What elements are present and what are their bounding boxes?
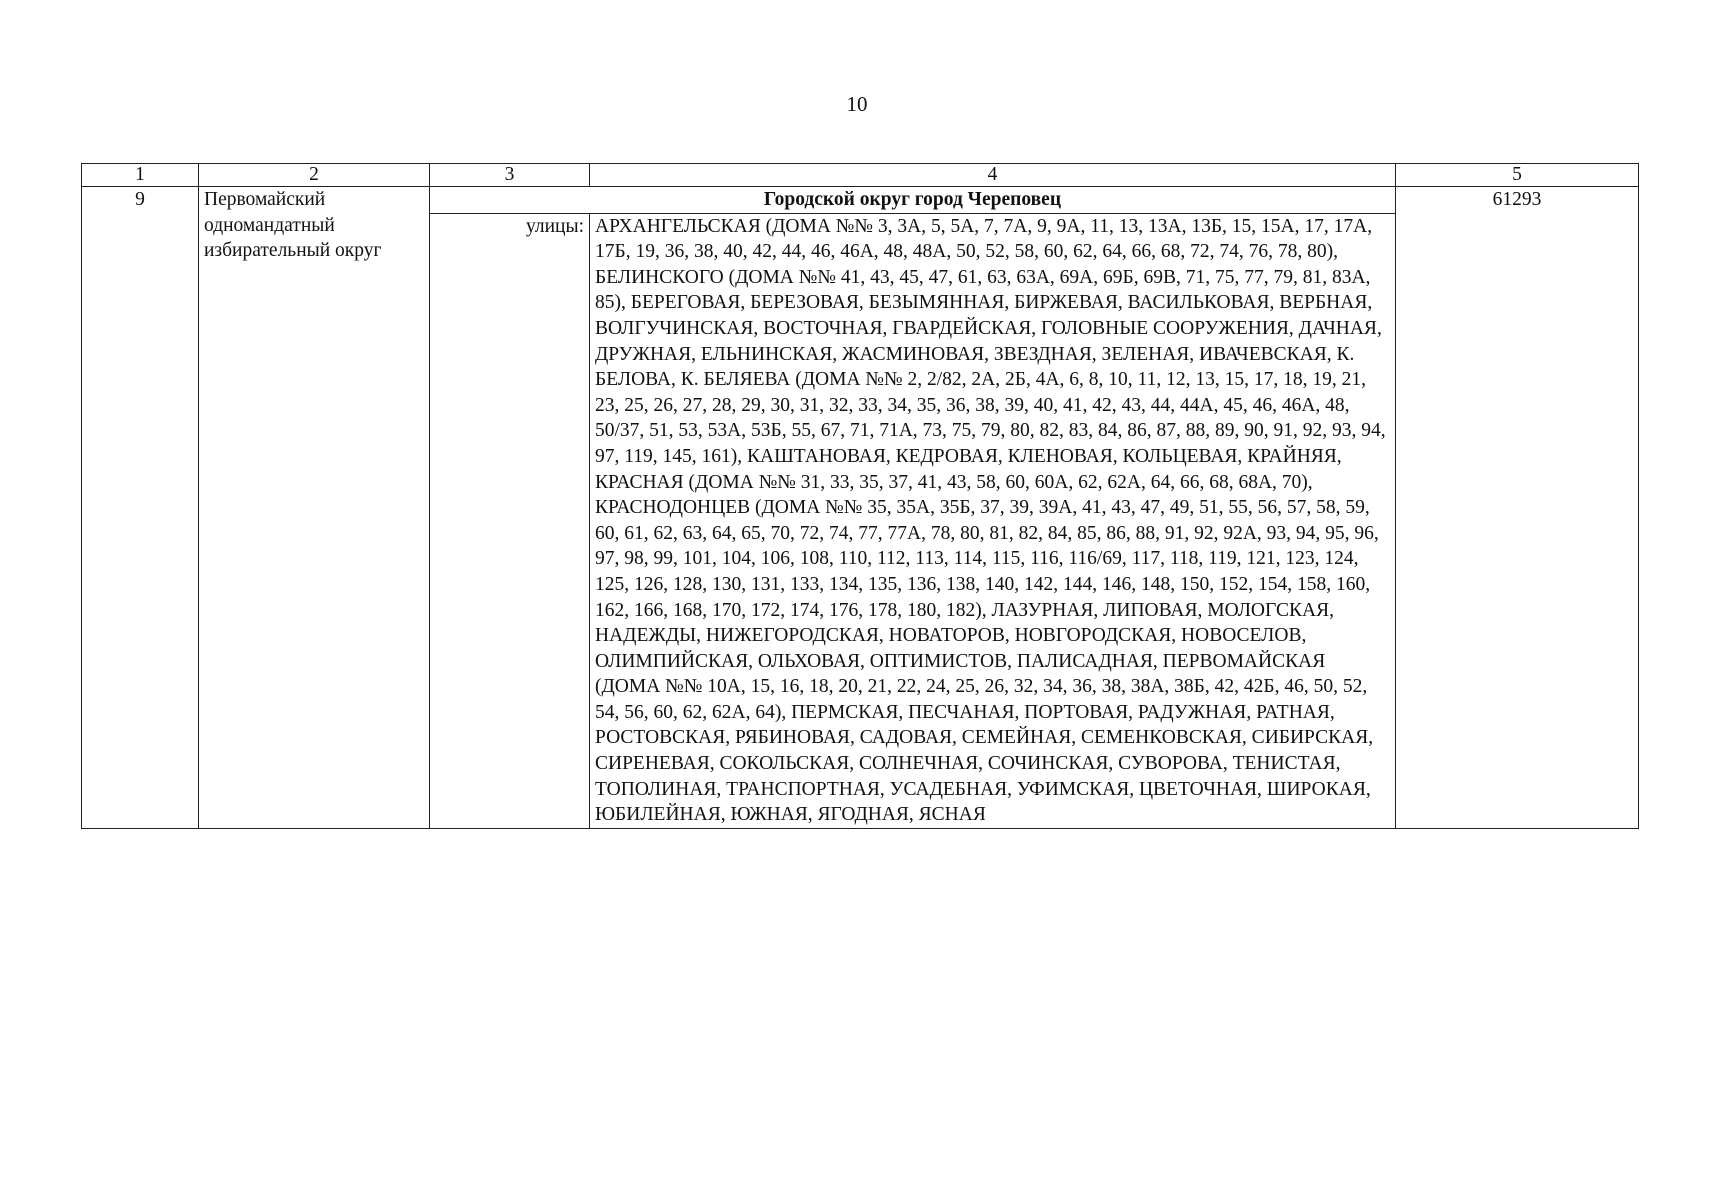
municipality-name: Городской округ город Череповец — [430, 187, 1396, 214]
streets-list: АРХАНГЕЛЬСКАЯ (ДОМА №№ 3, 3А, 5, 5А, 7, 7А, 9, 9А, 11, 13, 13А, 13Б, 15, 15А, 17, 17А, 17Б, 19, 36, 38, 40, 42, 44, 46, 46А, 48, 48А, 50, 52, 58, 60, 62, 64, 66, 68, 72, 74, 76, 78, 80), БЕЛИНСКОГО (ДОМА №№ 41, 43, 45, 47, 61, 63, 63А, 69А, 69Б, 69В, 71, 75, 77, 79, 81, 83А, 85), БЕРЕГОВАЯ, БЕРЕЗОВАЯ, БЕЗЫМЯННАЯ, БИРЖЕВАЯ, ВАСИЛЬКОВАЯ, ВЕРБНАЯ, ВОЛГУЧИНСКАЯ, ВОСТОЧНАЯ, ГВАРДЕЙСКАЯ, ГОЛОВНЫЕ СООРУЖЕНИЯ, ДАЧНАЯ, ДРУЖНАЯ, ЕЛЬНИНСКАЯ, ЖАСМИНОВАЯ, ЗВЕЗДНАЯ, ЗЕЛЕНАЯ, ИВАЧЕВСКАЯ, К. БЕЛОВА, К. БЕЛЯЕВА (ДОМА №№ 2, 2/82, 2А, 2Б, 4А, 6, 8, 10, 11, 12, 13, 15, 17, 18, 19, 21, 23, 25, 26, 27, 28, 29, 30, 31, 32, 33, 34, 35, 36, 38, 39, 40, 41, 42, 43, 44, 44А, 45, 46, 46А, 48, 50/37, 51, 53, 53А, 53Б, 55, 67, 71, 71А, 73, 75, 79, 80, 82, 83, 84, 86, 87, 88, 89, 90, 91, 92, 93, 94, 97, 119, 145, 161), КАШТАНОВАЯ, КЕДРОВАЯ, КЛЕНОВАЯ, КОЛЬЦЕВАЯ, КРАЙНЯЯ, КРАСНАЯ (ДОМА №№ 31, 33, 35, 37, 41, 43, 58, 60, 60А, 62, 62А, 64, 66, 68, 68А, 70), КРАСНОДОНЦЕВ (ДОМА №№ 35, 35А, 35Б, 37, 39, 39А, 41, 43, 47, 49, 51, 55, 56, 57, 58, 59, 60, 61, 62, 63, 64, 65, 70, 72, 74, 77, 77А, 78, 80, 81, 82, 84, 85, 86, 88, 91, 92, 92А, 93, 94, 95, 96, 97, 98, 99, 101, 104, 106, 108, 110, 112, 113, 114, 115, 116, 116/69, 117, 118, 119, 121, 123, 124, 125, 126, 128, 130, 131, 133, 134, 135, 136, 138, 140, 142, 144, 146, 148, 150, 152, 154, 158, 160, 162, 166, 168, 170, 172, 174, 176, 178, 180, 182), ЛАЗУРНАЯ, ЛИПОВАЯ, МОЛОГСКАЯ, НАДЕЖДЫ, НИЖЕГОРОДСКАЯ, НОВАТОРОВ, НОВГОРОДСКАЯ, НОВОСЕЛОВ, ОЛИМПИЙСКАЯ, ОЛЬХОВАЯ, ОПТИМИСТОВ, ПАЛИСАДНАЯ, ПЕРВОМАЙСКАЯ (ДОМА №№ 10А, 15, 16, 18, 20, 21, 22, 24, 25, 26, 32, 34, 36, 38, 38А, 38Б, 42, 42Б, 46, 50, 52, 54, 56, 60, 62, 62А, 64), ПЕРМСКАЯ, ПЕСЧАНАЯ, ПОРТОВАЯ, РАДУЖНАЯ, РАТНАЯ, РОСТОВСКАЯ, РЯБИНОВАЯ, САДОВАЯ, СЕМЕЙНАЯ, СЕМЕНКОВСКАЯ, СИБИРСКАЯ, СИРЕНЕВАЯ, СОКОЛЬСКАЯ, СОЛНЕЧНАЯ, СОЧИНСКАЯ, СУВОРОВА, ТЕНИСТАЯ, ТОПОЛИНАЯ, ТРАНСПОРТНАЯ, УСАДЕБНАЯ, УФИМСКАЯ, ЦВЕТОЧНАЯ, ШИРОКАЯ, ЮБИЛЕЙНАЯ, ЮЖНАЯ, ЯГОДНАЯ, ЯСНАЯ — [590, 213, 1396, 828]
district-table — [81, 163, 1639, 829]
table-row — [82, 187, 1639, 214]
streets-label: улицы: — [430, 213, 590, 828]
voters-count: 61293 — [1396, 187, 1639, 829]
column-header-5: 5 — [1396, 164, 1639, 187]
column-header-2: 2 — [199, 164, 430, 187]
column-header-1: 1 — [82, 164, 199, 187]
table-header-row — [82, 164, 1639, 187]
district-number: 9 — [82, 187, 199, 829]
district-name: Первомайский одномандатный избирательный округ — [199, 187, 430, 829]
column-header-3: 3 — [430, 164, 590, 187]
page-number: 10 — [846, 92, 868, 116]
column-header-4: 4 — [590, 164, 1396, 187]
